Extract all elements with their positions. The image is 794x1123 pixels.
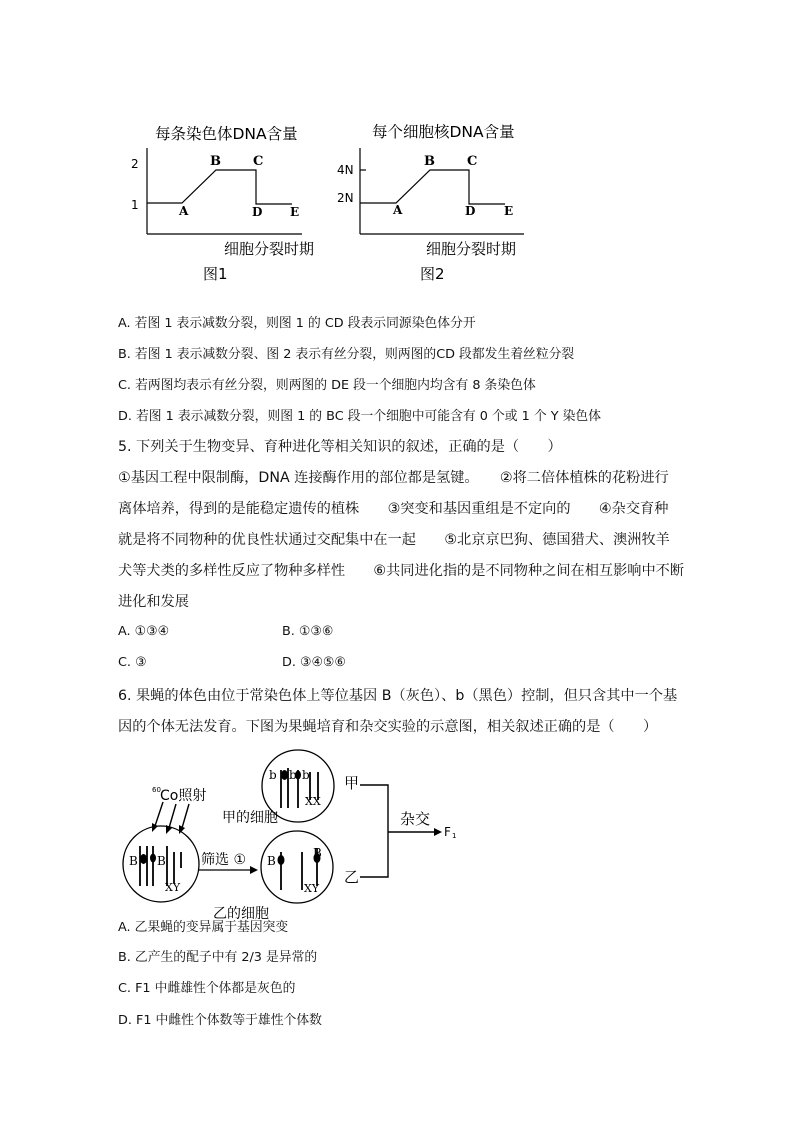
fig2-point-a: A	[393, 203, 403, 217]
svg-text:B: B	[157, 854, 166, 868]
svg-text:XY: XY	[304, 882, 320, 895]
svg-text:B: B	[129, 854, 138, 868]
svg-text:b: b	[302, 768, 310, 782]
figure-1-chart	[0, 0, 794, 300]
q5-line-4: 犬等犬类的多样性反应了物种多样性 ⑥共同进化指的是不同物种之间在相互影响中不断	[118, 563, 685, 579]
q5-option-a: A. ①③④	[118, 624, 170, 639]
q4-option-a: A. 若图 1 表示减数分裂，则图 1 的 CD 段表示同源染色体分开	[118, 316, 476, 331]
fig2-ytick-4n: 4N	[337, 163, 354, 177]
q5-option-b: B. ①③⑥	[282, 624, 334, 639]
q5-option-c: C. ③	[118, 655, 147, 670]
radiation-arrows	[155, 802, 189, 828]
q5-option-d: D. ③④⑤⑥	[282, 655, 346, 670]
cross-connector	[360, 785, 436, 877]
q5-line-1: ①基因工程中限制酶，DNA 连接酶作用的部位都是氢键。 ②将二倍体植株的花粉进行	[118, 470, 669, 486]
q6-option-b: B. 乙产生的配子中有 2/3 是异常的	[118, 950, 318, 965]
svg-text:XY: XY	[165, 881, 181, 894]
radiation-sup: 60	[152, 786, 161, 794]
q4-option-c: C. 若两图均表示有丝分裂，则两图的 DE 段一个细胞内均含有 8 条染色体	[118, 378, 536, 393]
q5-line-3: 就是将不同物种的优良性状通过交配集中在一起 ⑤北京京巴狗、德国猎犬、澳洲牧羊	[118, 532, 670, 548]
fig1-point-c: C	[253, 154, 264, 169]
fig2-xlabel: 细胞分裂时期	[426, 240, 517, 258]
f1-label: F	[444, 825, 451, 839]
fig2-ytick-2n: 2N	[337, 191, 354, 205]
svg-text:b: b	[289, 768, 297, 782]
fig2-point-e: E	[504, 204, 514, 218]
q5-stem: 5. 下列关于生物变异、育种进化等相关知识的叙述，正确的是（ ）	[118, 439, 562, 455]
q4-option-d: D. 若图 1 表示减数分裂，则图 1 的 BC 段一个细胞中可能含有 0 个或 1 个 Y 染色体	[118, 409, 601, 424]
q6-diagram	[0, 740, 794, 922]
q5-line-2: 离体培养，得到的是能稳定遗传的植株 ③突变和基因重组是不定向的 ④杂交育种	[118, 501, 669, 517]
fig1-curve	[147, 170, 292, 204]
fig1-ytick-2: 2	[131, 157, 139, 171]
svg-text:XX: XX	[305, 795, 321, 808]
fig1-point-e: E	[290, 205, 300, 219]
fig2-curve	[360, 170, 505, 204]
q6-line-2: 因的个体无法发育。下图为果蝇培育和杂交实验的示意图，相关叙述正确的是（ ）	[118, 719, 658, 735]
svg-text:B: B	[313, 846, 322, 860]
fig1-ylabel: 每条染色体DNA含量	[155, 125, 298, 143]
fig2-caption: 图2	[420, 265, 445, 283]
jia-cell-label: 甲的细胞	[222, 810, 278, 826]
fig1-point-d: D	[252, 205, 263, 219]
cross-label: 杂交	[400, 810, 431, 828]
fig1-point-b: B	[210, 154, 221, 169]
fig2-point-b: B	[424, 154, 435, 169]
q6-option-c: C. F1 中雌雄性个体都是灰色的	[118, 981, 296, 996]
svg-text:b: b	[269, 768, 277, 782]
yi-cell-label: 乙的细胞	[213, 906, 269, 922]
q4-option-b: B. 若图 1 表示减数分裂、图 2 表示有丝分裂，则两图的CD 段都发生着丝粒分裂	[118, 347, 575, 362]
q6-option-a: A. 乙果蝇的变异属于基因突变	[118, 920, 289, 935]
svg-text:B: B	[267, 854, 276, 868]
yi-label: 乙	[344, 868, 360, 886]
fig1-xlabel: 细胞分裂时期	[224, 240, 315, 258]
fig1-ytick-1: 1	[131, 198, 139, 212]
svg-text:1: 1	[452, 832, 457, 840]
q6-option-d: D. F1 中雌性个体数等于雄性个体数	[118, 1013, 322, 1028]
q6-line-1: 6. 果蝇的体色由位于常染色体上等位基因 B（灰色）、b（黑色）控制，但只含其中一个基	[118, 688, 678, 704]
fig1-point-a: A	[179, 204, 189, 218]
fig1-caption: 图1	[203, 265, 228, 283]
screen-label: 筛选 ①	[201, 852, 247, 868]
radiation-label: Co照射	[160, 788, 207, 804]
fig2-point-c: C	[467, 154, 478, 169]
q5-line-5: 进化和发展	[118, 594, 189, 610]
jia-label: 甲	[344, 774, 360, 792]
fig2-point-d: D	[465, 204, 476, 218]
fig2-ylabel: 每个细胞核DNA含量	[372, 123, 515, 141]
